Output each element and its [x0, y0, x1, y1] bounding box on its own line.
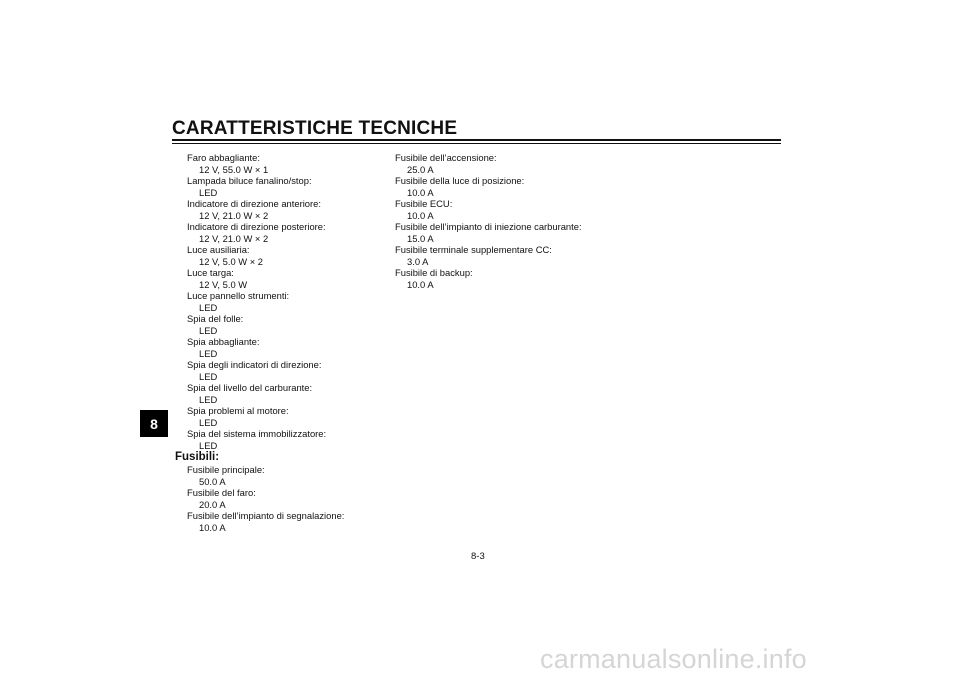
spec-label: Luce ausiliaria:: [187, 244, 250, 255]
spec-value: LED: [199, 439, 218, 451]
spec-value: 12 V, 5.0 W × 2: [199, 255, 264, 267]
spec-item: [187, 405, 387, 428]
title-rule-thick: [172, 139, 781, 141]
spec-item: [187, 244, 387, 267]
fuse-value: 10.0 A: [407, 186, 434, 198]
fuse-label: Fusibile ECU:: [395, 198, 453, 209]
spec-value: 12 V, 21.0 W × 2: [199, 209, 269, 221]
spec-value: LED: [199, 186, 218, 198]
fuse-value: 20.0 A: [199, 498, 226, 510]
spec-label: Spia degli indicatori di direzione:: [187, 359, 322, 370]
spec-label: Lampada biluce fanalino/stop:: [187, 175, 312, 186]
fuse-value: 10.0 A: [199, 521, 226, 533]
spec-label: Indicatore di direzione anteriore:: [187, 198, 321, 209]
fuse-label: Fusibile terminale supplementare CC:: [395, 244, 552, 255]
spec-label: Spia problemi al motore:: [187, 405, 289, 416]
fuse-label: Fusibile dell’impianto di iniezione carburante:: [395, 221, 582, 232]
left-column: [175, 152, 387, 533]
spec-label: Indicatore di direzione posteriore:: [187, 221, 326, 232]
watermark-text: carmanualsonline.info: [540, 644, 807, 674]
spec-label: Faro abbagliante:: [187, 152, 260, 163]
fuse-label: Fusibile dell’impianto di segnalazione:: [187, 510, 345, 521]
spec-item: [187, 175, 387, 198]
spec-item: [187, 428, 387, 451]
spec-label: Luce pannello strumenti:: [187, 290, 290, 301]
spec-item: [187, 382, 387, 405]
fuse-item: [187, 464, 387, 487]
spec-label: Spia del livello del carburante:: [187, 382, 313, 393]
spec-value: LED: [199, 347, 218, 359]
spec-item: [187, 290, 387, 313]
spec-item: [187, 359, 387, 382]
spec-label: Spia abbagliante:: [187, 336, 260, 347]
spec-item: [187, 267, 387, 290]
chapter-tab: 8: [140, 410, 168, 437]
spec-value: LED: [199, 324, 218, 336]
page-number: 8-3: [471, 551, 485, 562]
fuse-value: 3.0 A: [407, 255, 429, 267]
fuse-label: Fusibile del faro:: [187, 487, 256, 498]
fuse-value: 25.0 A: [407, 163, 434, 175]
fuse-item: [395, 152, 645, 175]
fuse-item: [395, 267, 645, 290]
fuse-label: Fusibile principale:: [187, 464, 265, 475]
fuse-value: 15.0 A: [407, 232, 434, 244]
spec-label: Spia del folle:: [187, 313, 244, 324]
spec-value: LED: [199, 393, 218, 405]
fuse-value: 10.0 A: [407, 209, 434, 221]
spec-item: [187, 221, 387, 244]
fuse-item: [395, 198, 645, 221]
fuses-heading: Fusibili:: [175, 451, 220, 463]
spec-label: Spia del sistema immobilizzatore:: [187, 428, 327, 439]
right-column: [395, 152, 645, 290]
fuse-value: 10.0 A: [407, 278, 434, 290]
spec-item: [187, 152, 387, 175]
fuse-item: [395, 221, 645, 244]
fuse-item: [187, 510, 387, 533]
spec-value: 12 V, 55.0 W × 1: [199, 163, 269, 175]
spec-item: [187, 198, 387, 221]
spec-value: 12 V, 5.0 W: [199, 278, 248, 290]
fuse-item: [395, 244, 645, 267]
spec-item: [187, 313, 387, 336]
spec-value: LED: [199, 301, 218, 313]
spec-item: [187, 336, 387, 359]
page-title: CARATTERISTICHE TECNICHE: [172, 118, 458, 139]
fuse-label: Fusibile dell’accensione:: [395, 152, 497, 163]
fuse-item: [395, 175, 645, 198]
spec-value: LED: [199, 416, 218, 428]
fuse-label: Fusibile della luce di posizione:: [395, 175, 525, 186]
title-rule-thin: [172, 143, 781, 144]
spec-value: 12 V, 21.0 W × 2: [199, 232, 269, 244]
spec-label: Luce targa:: [187, 267, 234, 278]
fuse-label: Fusibile di backup:: [395, 267, 473, 278]
spec-value: LED: [199, 370, 218, 382]
fuse-value: 50.0 A: [199, 475, 226, 487]
fuse-item: [187, 487, 387, 510]
